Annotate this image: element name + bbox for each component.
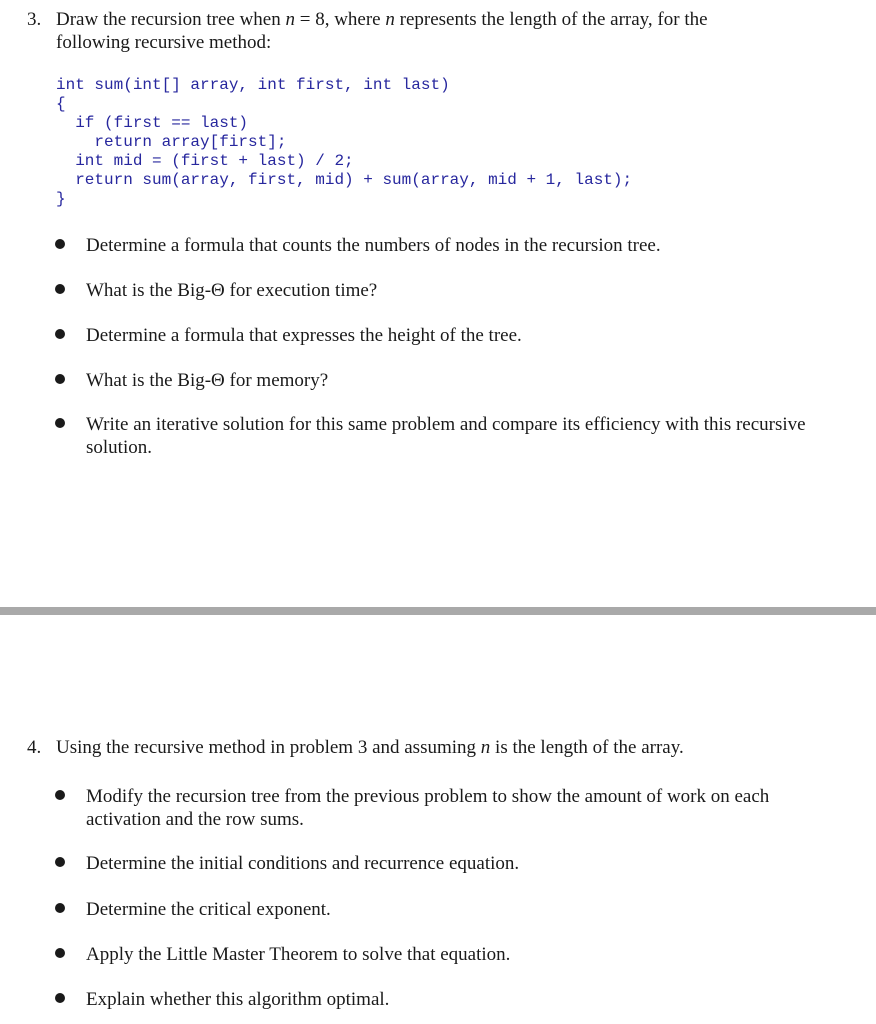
bullet-icon bbox=[55, 790, 65, 800]
list-item-text: Apply the Little Master Theorem to solve that equation. bbox=[86, 944, 511, 965]
code-listing bbox=[56, 76, 632, 209]
code-line: if (first == last) bbox=[56, 114, 249, 132]
question-3-prompt-part-b: = 8, where bbox=[294, 9, 386, 30]
bullet-icon bbox=[55, 857, 65, 867]
code-line: } bbox=[56, 190, 66, 208]
question-4-number: 4. bbox=[27, 737, 42, 758]
question-3-prompt-part-a: Draw the recursion tree when bbox=[56, 9, 286, 30]
list-item-text: Write an iterative solution for this same problem and compare its efficiency with this recursive solution. bbox=[86, 414, 806, 458]
page-bottom bbox=[0, 615, 876, 1024]
question-3-number: 3. bbox=[27, 9, 42, 30]
variable-n: n bbox=[385, 9, 395, 30]
question-3-prompt-part-c: represents the length of the array, for the bbox=[394, 9, 708, 30]
page-divider bbox=[0, 607, 876, 615]
question-3-prompt bbox=[56, 8, 816, 54]
list-item-text: Determine a formula that expresses the height of the tree. bbox=[86, 325, 522, 346]
code-line: int sum(int[] array, int first, int last) bbox=[56, 76, 450, 94]
list-item-text: Explain whether this algorithm optimal. bbox=[86, 989, 390, 1010]
bullet-icon bbox=[55, 903, 65, 913]
bullet-icon bbox=[55, 993, 65, 1003]
list-item-text: What is the Big-Θ for execution time? bbox=[86, 280, 378, 301]
variable-n: n bbox=[285, 9, 295, 30]
code-line: { bbox=[56, 95, 66, 113]
code-line: int mid = (first + last) / 2; bbox=[56, 152, 354, 170]
question-4-prompt-part-a: Using the recursive method in problem 3 and assuming bbox=[56, 737, 481, 758]
bullet-icon bbox=[55, 239, 65, 249]
bullet-icon bbox=[55, 284, 65, 294]
list-item-text: Determine the critical exponent. bbox=[86, 899, 331, 920]
variable-n: n bbox=[480, 737, 491, 758]
question-4-prompt bbox=[56, 736, 816, 759]
bullet-icon bbox=[55, 948, 65, 958]
bullet-icon bbox=[55, 329, 65, 339]
list-item-text: Modify the recursion tree from the previous problem to show the amount of work on each activation and the row sums. bbox=[86, 786, 770, 830]
list-item-text: What is the Big-Θ for memory? bbox=[86, 370, 329, 391]
bullet-icon bbox=[55, 374, 65, 384]
list-item-text: Determine the initial conditions and recurrence equation. bbox=[86, 853, 520, 874]
question-3-prompt-line-2: following recursive method: bbox=[56, 32, 272, 53]
list-item-text: Determine a formula that counts the numbers of nodes in the recursion tree. bbox=[86, 235, 661, 256]
question-4-prompt-part-b: is the length of the array. bbox=[490, 737, 684, 758]
code-line: return sum(array, first, mid) + sum(array, mid + 1, last); bbox=[56, 171, 633, 189]
bullet-icon bbox=[55, 418, 65, 428]
code-line: return array[first]; bbox=[56, 133, 287, 151]
